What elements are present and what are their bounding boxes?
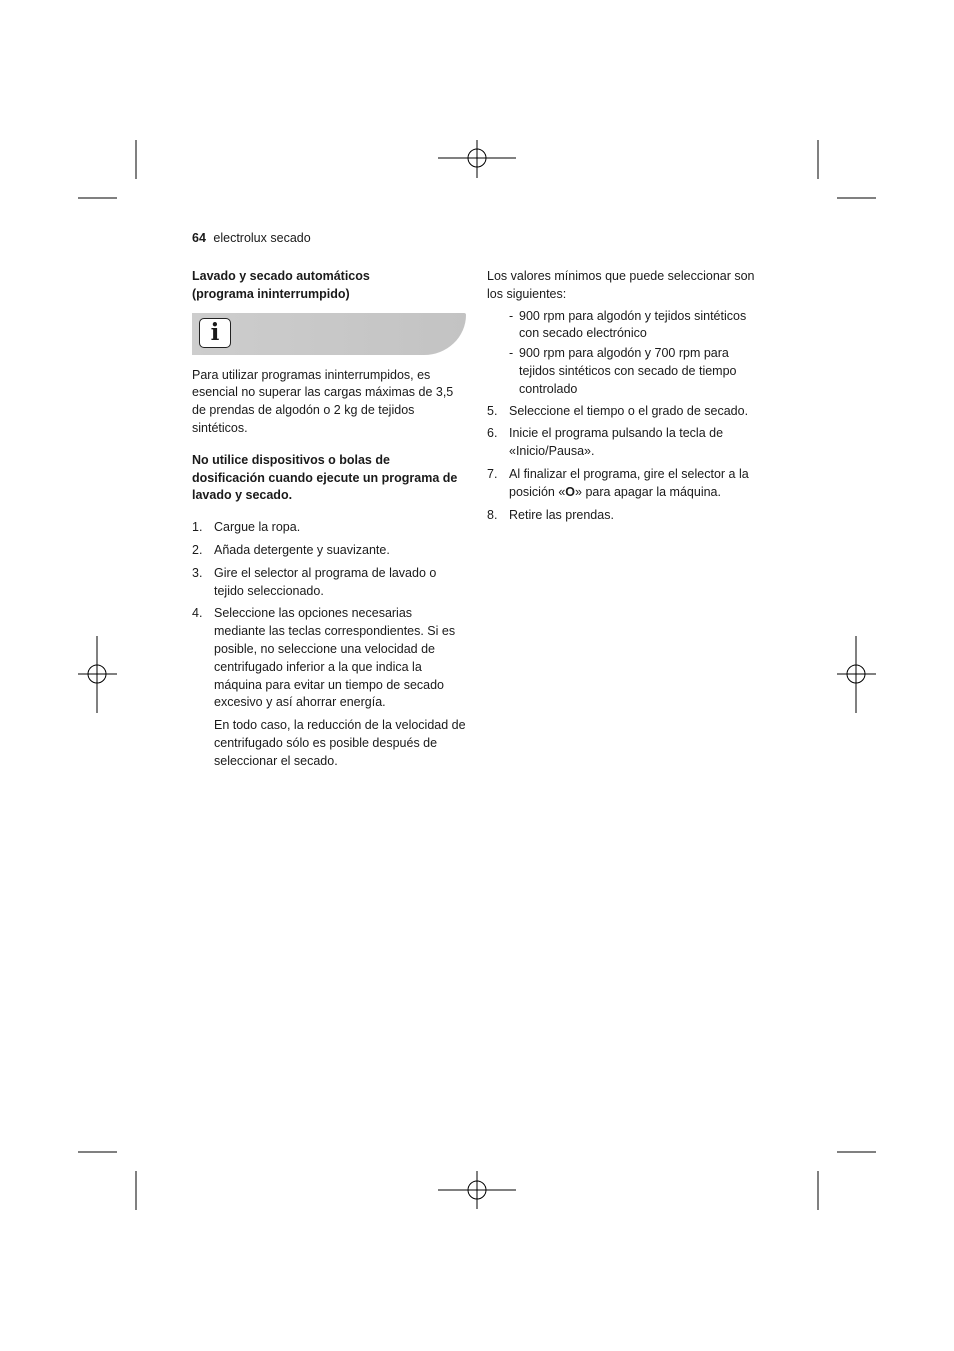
brand-section: electrolux secado [213,231,311,245]
list-item: - 900 rpm para algodón y tejidos sintéticos con secado electrónico [509,308,747,341]
list-item: 1. Cargue la ropa. [192,520,301,535]
steps-list-right [487,403,762,525]
info-banner [192,313,466,355]
steps-list-left [192,519,466,712]
list-item: 5. Seleccione el tiempo o el grado de secado. [487,403,749,418]
section-title: Lavado y secado automáticos (programa ininterrumpido) [192,269,370,301]
list-item: 4. Seleccione las opciones necesarias mediante las teclas correspondientes. Si es posible, no seleccione una velocidad de centrifugado inferior a la que indica la máquina para evitar un tiempo de secado excesivo y así ahorrar energía. [192,606,456,710]
options-intro: Los valores mínimos que puede seleccionar son los siguientes: [487,269,755,301]
list-item: 8. Retire las prendas. [487,507,614,522]
list-item: 7. Al finalizar el programa, gire el selector a la posición «O» para apagar la máquina. [487,466,749,499]
page-header [192,231,311,245]
left-column [192,268,466,771]
page-number: 64 [192,231,206,245]
off-symbol: O [565,484,576,499]
right-column [487,268,762,529]
step4-note: En todo caso, la reducción de la velocidad de centrifugado sólo es posible después de seleccionar el secado. [214,718,466,768]
list-item: 3. Gire el selector al programa de lavado o tejido seleccionado. [192,565,437,598]
list-item: 6. Inicie el programa pulsando la tecla de «Inicio/Pausa». [487,426,724,459]
info-text: Para utilizar programas ininterrumpidos, es esencial no superar las cargas máximas de 3,5 de prendas de algodón o 2 kg de tejidos sintéticos. [192,367,454,435]
warning-text: No utilice dispositivos o bolas de dosificación cuando ejecute un programa de lavado y secado. [192,452,458,503]
info-icon: i [199,318,231,348]
list-item: - 900 rpm para algodón y 700 rpm para tejidos sintéticos con secado de tiempo controlado [509,346,737,396]
options-list [509,308,762,399]
list-item: 2. Añada detergente y suavizante. [192,542,390,557]
